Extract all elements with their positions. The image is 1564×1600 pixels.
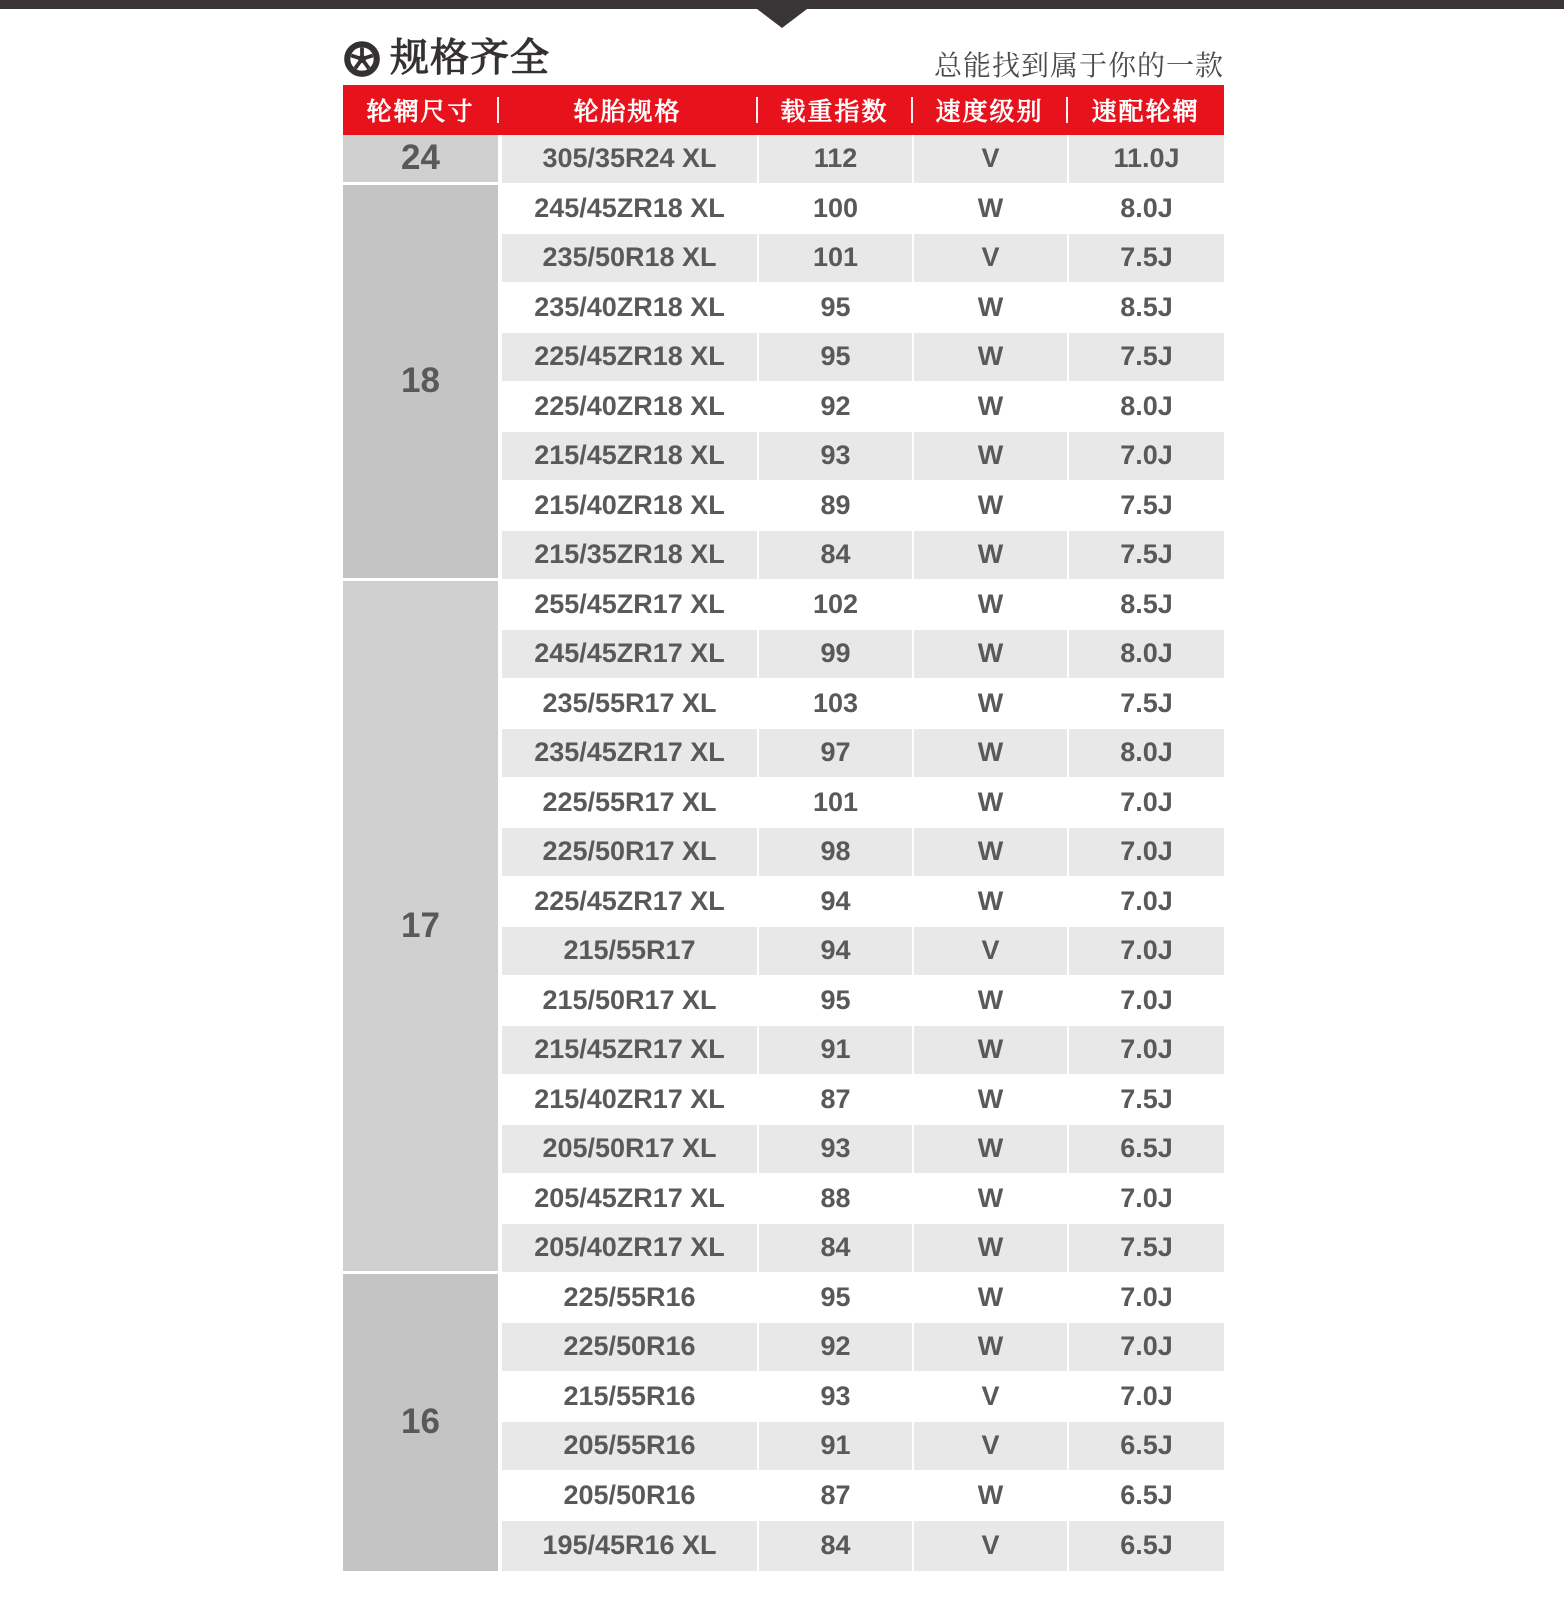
cell-load-index: 89 [757,482,912,530]
table-row [502,1026,1224,1076]
cell-load-index: 87 [757,1472,912,1520]
table-row [502,432,1224,482]
table-row [502,383,1224,433]
cell-load-index: 102 [757,581,912,629]
table-row [502,729,1224,779]
cell-load-index: 94 [757,927,912,975]
cell-rim: 6.5J [1067,1472,1224,1520]
table-row [502,779,1224,829]
cell-load-index: 99 [757,630,912,678]
cell-spec: 235/50R18 XL [542,242,717,273]
cell-spec: 215/35ZR18 XL [534,539,725,570]
table-row [502,977,1224,1027]
cell-speed-rating: W [912,729,1067,777]
cell-rim: 8.0J [1067,383,1224,431]
cell-rim: 7.5J [1067,234,1224,282]
cell-rim: 7.0J [1067,1026,1224,1074]
cell-spec: 305/35R24 XL [542,143,717,174]
cell-load-index: 92 [757,1323,912,1371]
cell-speed-rating: W [912,1323,1067,1371]
cell-speed-rating: V [912,1422,1067,1470]
cell-load-index: 98 [757,828,912,876]
cell-spec: 215/40ZR17 XL [534,1083,725,1114]
cell-speed-rating: W [912,383,1067,431]
cell-rim: 7.5J [1067,482,1224,530]
section-header [343,32,1224,85]
cell-spec: 225/55R16 [563,1281,696,1312]
cell-speed-rating: W [912,1076,1067,1124]
table-row [502,482,1224,532]
cell-spec: 225/55R17 XL [542,786,717,817]
cell-rim: 7.0J [1067,1323,1224,1371]
cell-speed-rating: V [912,927,1067,975]
cell-speed-rating: W [912,1224,1067,1272]
table-row [502,135,1224,185]
table-row [502,531,1224,581]
cell-spec: 205/50R16 [563,1479,696,1510]
spec-rows [502,135,1224,1571]
table-row [502,630,1224,680]
header-divider [1066,97,1068,123]
table-row [502,581,1224,631]
rim-size-cell: 17 [343,581,498,1274]
cell-spec: 195/45R16 XL [542,1530,717,1561]
cell-load-index: 103 [757,680,912,728]
cell-rim: 7.5J [1067,531,1224,579]
cell-load-index: 91 [757,1422,912,1470]
cell-rim: 8.0J [1067,185,1224,233]
cell-speed-rating: W [912,680,1067,728]
content [343,9,1224,1571]
cell-load-index: 87 [757,1076,912,1124]
table-row [502,1274,1224,1324]
page-title: 规格齐全 [390,37,551,80]
cell-spec: 225/45ZR18 XL [534,341,725,372]
cell-spec: 215/55R16 [563,1380,696,1411]
table-row [502,1224,1224,1274]
cell-spec: 225/45ZR17 XL [534,885,725,916]
header-divider [911,97,913,123]
wheel-icon [343,40,381,78]
cell-load-index: 92 [757,383,912,431]
cell-spec: 205/40ZR17 XL [534,1232,725,1263]
cell-rim: 8.5J [1067,284,1224,332]
cell-spec: 215/45ZR17 XL [534,1034,725,1065]
cell-rim: 8.0J [1067,630,1224,678]
cell-load-index: 101 [757,779,912,827]
cell-spec: 225/50R16 [563,1331,696,1362]
cell-speed-rating: W [912,284,1067,332]
table-header-row [343,85,1224,135]
cell-load-index: 95 [757,1274,912,1322]
cell-load-index: 93 [757,432,912,480]
cell-spec: 255/45ZR17 XL [534,588,725,619]
cell-spec: 205/45ZR17 XL [534,1182,725,1213]
cell-spec: 215/50R17 XL [542,984,717,1015]
rim-size-cell: 16 [343,1274,498,1571]
cell-rim: 7.0J [1067,432,1224,480]
cell-load-index: 94 [757,878,912,926]
cell-rim: 6.5J [1067,1125,1224,1173]
cell-rim: 7.5J [1067,1076,1224,1124]
rim-size-cell: 24 [343,135,498,185]
cell-rim: 8.5J [1067,581,1224,629]
cell-spec: 205/50R17 XL [542,1133,717,1164]
cell-speed-rating: W [912,977,1067,1025]
cell-rim: 6.5J [1067,1521,1224,1571]
cell-speed-rating: W [912,333,1067,381]
cell-rim: 7.0J [1067,927,1224,975]
column-header-matching-rim: 速配轮辋 [1091,98,1200,126]
table-body [343,135,1224,1571]
cell-spec: 235/55R17 XL [542,687,717,718]
cell-speed-rating: W [912,581,1067,629]
cell-rim: 7.5J [1067,333,1224,381]
cell-speed-rating: W [912,185,1067,233]
cell-speed-rating: W [912,432,1067,480]
cell-speed-rating: V [912,1521,1067,1571]
cell-speed-rating: W [912,828,1067,876]
table-row [502,185,1224,235]
table-row [502,1373,1224,1423]
table-row [502,828,1224,878]
column-header-tire-spec: 轮胎规格 [573,98,682,126]
cell-speed-rating: W [912,1175,1067,1223]
cell-load-index: 88 [757,1175,912,1223]
cell-load-index: 97 [757,729,912,777]
cell-speed-rating: W [912,482,1067,530]
table-row [502,1076,1224,1126]
cell-load-index: 95 [757,284,912,332]
header-divider [497,97,499,123]
table-row [502,284,1224,334]
cell-load-index: 95 [757,977,912,1025]
cell-load-index: 100 [757,185,912,233]
cell-spec: 235/45ZR17 XL [534,737,725,768]
cell-spec: 225/50R17 XL [542,836,717,867]
cell-speed-rating: V [912,1373,1067,1421]
cell-rim: 11.0J [1067,135,1224,183]
cell-speed-rating: W [912,531,1067,579]
table-row [502,1521,1224,1571]
cell-load-index: 93 [757,1373,912,1421]
column-header-speed-rating: 速度级别 [935,98,1044,126]
column-header-rim-size: 轮辋尺寸 [366,98,475,126]
cell-load-index: 112 [757,135,912,183]
cell-rim: 7.0J [1067,828,1224,876]
table-row [502,1323,1224,1373]
cell-spec: 225/40ZR18 XL [534,390,725,421]
cell-rim: 7.0J [1067,1175,1224,1223]
table-row [502,1125,1224,1175]
top-bar [0,0,1564,9]
cell-spec: 215/45ZR18 XL [534,440,725,471]
table-row [502,878,1224,928]
cell-spec: 245/45ZR17 XL [534,638,725,669]
rim-size-cell: 18 [343,185,498,581]
cell-load-index: 84 [757,1224,912,1272]
cell-load-index: 84 [757,531,912,579]
cell-rim: 7.0J [1067,779,1224,827]
cell-speed-rating: W [912,779,1067,827]
cell-rim: 7.0J [1067,1373,1224,1421]
cell-rim: 7.0J [1067,977,1224,1025]
header-divider [756,97,758,123]
cell-spec: 215/55R17 [563,935,696,966]
rim-size-column [343,135,502,1571]
table-row [502,333,1224,383]
cell-spec: 215/40ZR18 XL [534,489,725,520]
cell-rim: 7.0J [1067,1274,1224,1322]
cell-load-index: 84 [757,1521,912,1571]
cell-spec: 245/45ZR18 XL [534,192,725,223]
cell-speed-rating: W [912,630,1067,678]
cell-load-index: 91 [757,1026,912,1074]
table-row [502,1472,1224,1522]
cell-speed-rating: V [912,135,1067,183]
spec-table [343,85,1224,1571]
cell-speed-rating: V [912,234,1067,282]
cell-rim: 7.0J [1067,878,1224,926]
cell-speed-rating: W [912,878,1067,926]
cell-speed-rating: W [912,1026,1067,1074]
cell-speed-rating: W [912,1125,1067,1173]
cell-rim: 7.5J [1067,1224,1224,1272]
cell-spec: 205/55R16 [563,1430,696,1461]
page-subtitle: 总能找到属于你的一款 [933,50,1224,81]
table-row [502,1175,1224,1225]
cell-rim: 6.5J [1067,1422,1224,1470]
table-row [502,234,1224,284]
cell-load-index: 101 [757,234,912,282]
table-row [502,680,1224,730]
cell-load-index: 93 [757,1125,912,1173]
cell-speed-rating: W [912,1472,1067,1520]
column-header-load-index: 载重指数 [780,98,889,126]
table-row [502,927,1224,977]
cell-load-index: 95 [757,333,912,381]
cell-speed-rating: W [912,1274,1067,1322]
cell-rim: 7.5J [1067,680,1224,728]
cell-spec: 235/40ZR18 XL [534,291,725,322]
cell-rim: 8.0J [1067,729,1224,777]
table-row [502,1422,1224,1472]
